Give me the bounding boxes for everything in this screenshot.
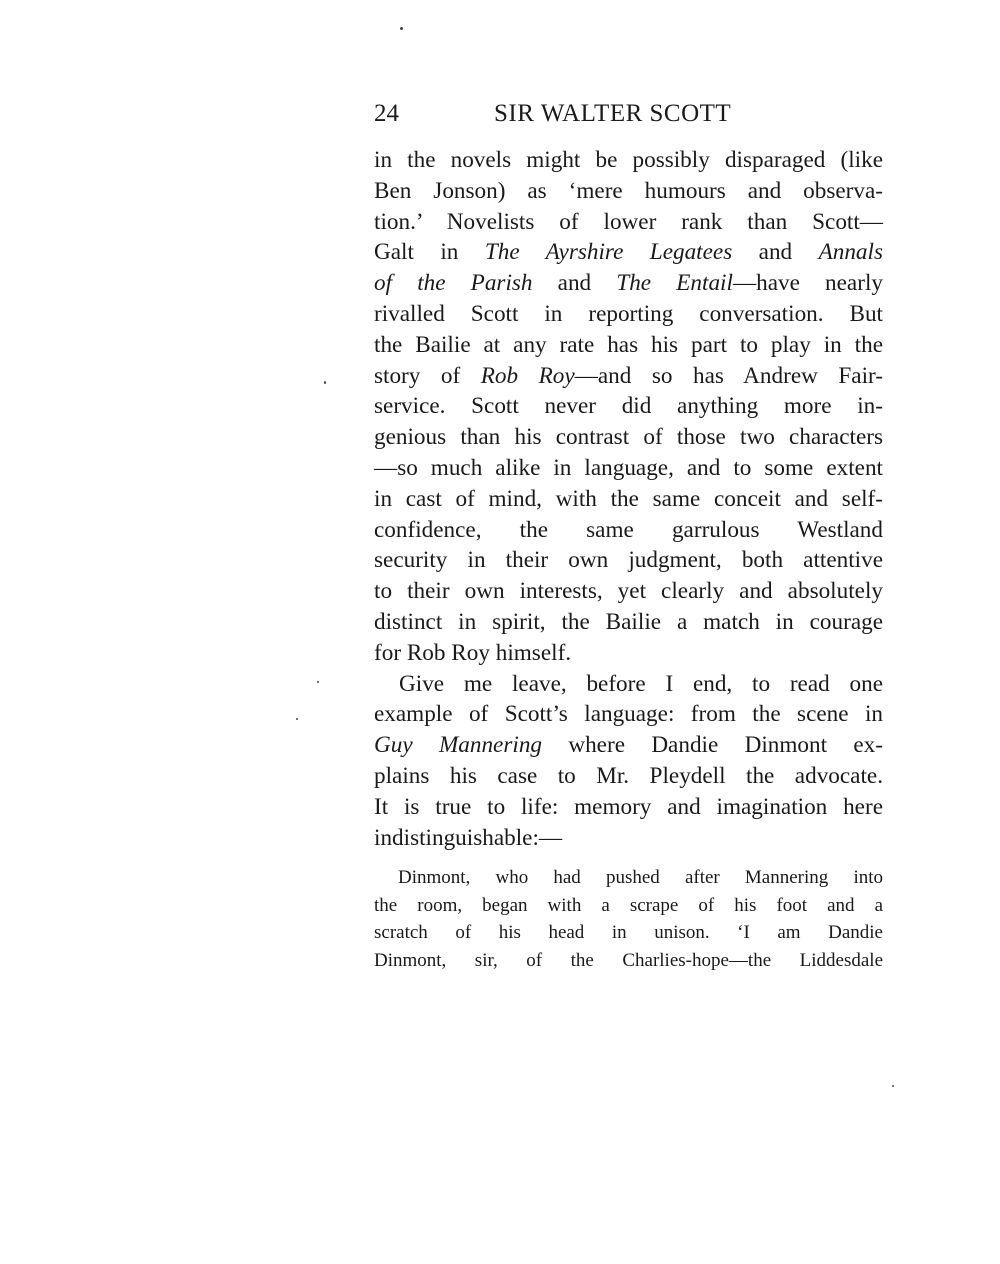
text-line: in cast of mind, with the same conceit and self-: [374, 485, 883, 512]
page-number: 24: [374, 100, 399, 127]
text-line: the Bailie at any rate has his part to play in the: [374, 331, 883, 358]
page-header: [374, 97, 784, 131]
text-line: [374, 268, 883, 299]
text-line: [374, 730, 883, 761]
text-line: —so much alike in language, and to some extent: [374, 454, 883, 481]
text-segment: —and so has Andrew Fair-: [574, 362, 883, 389]
text-line: It is true to life: memory and imagination here: [374, 793, 883, 820]
text-segment: Galt in: [374, 239, 485, 266]
text-line: confidence, the same garrulous Westland: [374, 516, 883, 543]
text-line: Give me leave, before I end, to read one: [399, 670, 883, 697]
text-line: indistinguishable:—: [374, 824, 563, 851]
block-quotation: [374, 864, 883, 974]
text-line: in the novels might be possibly disparaged (like: [374, 147, 883, 173]
text-line: [374, 361, 883, 392]
running-title: SIR WALTER SCOTT: [494, 100, 732, 127]
text-line: Dinmont, sir, of the Charlies-hope—the Liddesdale: [374, 949, 883, 971]
text-segment: and: [532, 270, 617, 297]
text-line: distinct in spirit, the Bailie a match in courage: [374, 608, 883, 635]
text-line: scratch of his head in unison. ‘I am Dandie: [374, 922, 883, 943]
text-segment: —have nearly: [732, 270, 883, 297]
scan-speck: [892, 1085, 894, 1087]
book-title: Rob Roy: [480, 362, 575, 389]
text-line: Ben Jonson) as ‘mere humours and observa-: [374, 177, 883, 204]
scan-speck: [317, 681, 319, 683]
text-line: rivalled Scott in reporting conversation. But: [374, 300, 883, 327]
scan-speck: [296, 718, 298, 720]
paragraph-2: [374, 669, 883, 854]
body-text: [374, 145, 883, 853]
book-title: The Entail: [616, 270, 733, 297]
text-line: service. Scott never did anything more in-: [374, 393, 883, 420]
text-line: to their own interests, yet clearly and absolutely: [374, 578, 883, 605]
book-title: Annals: [818, 239, 883, 266]
text-line: for Rob Roy himself.: [374, 639, 572, 666]
text-line: security in their own judgment, both attentive: [374, 547, 883, 574]
text-line: genious than his contrast of those two characters: [374, 424, 883, 451]
text-segment: and: [732, 239, 819, 266]
text-line: [374, 237, 883, 268]
text-segment: where Dandie Dinmont ex-: [542, 732, 883, 759]
book-title: of the Parish: [374, 270, 533, 297]
text-line: plains his case to Mr. Pleydell the advocate.: [374, 762, 883, 789]
scan-speck: [324, 381, 326, 384]
paragraph-1: [374, 145, 883, 669]
scan-speck: [400, 27, 403, 30]
book-title: The Ayrshire Legatees: [484, 239, 733, 266]
book-title: Guy Mannering: [374, 732, 543, 759]
text-line: tion.’ Novelists of lower rank than Scott—: [374, 208, 883, 235]
text-segment: story of: [374, 362, 481, 389]
text-line: the room, began with a scrape of his foot and a: [374, 894, 883, 916]
text-line: example of Scott’s language: from the scene in: [374, 701, 883, 728]
text-line: Dinmont, who had pushed after Mannering into: [398, 867, 883, 888]
